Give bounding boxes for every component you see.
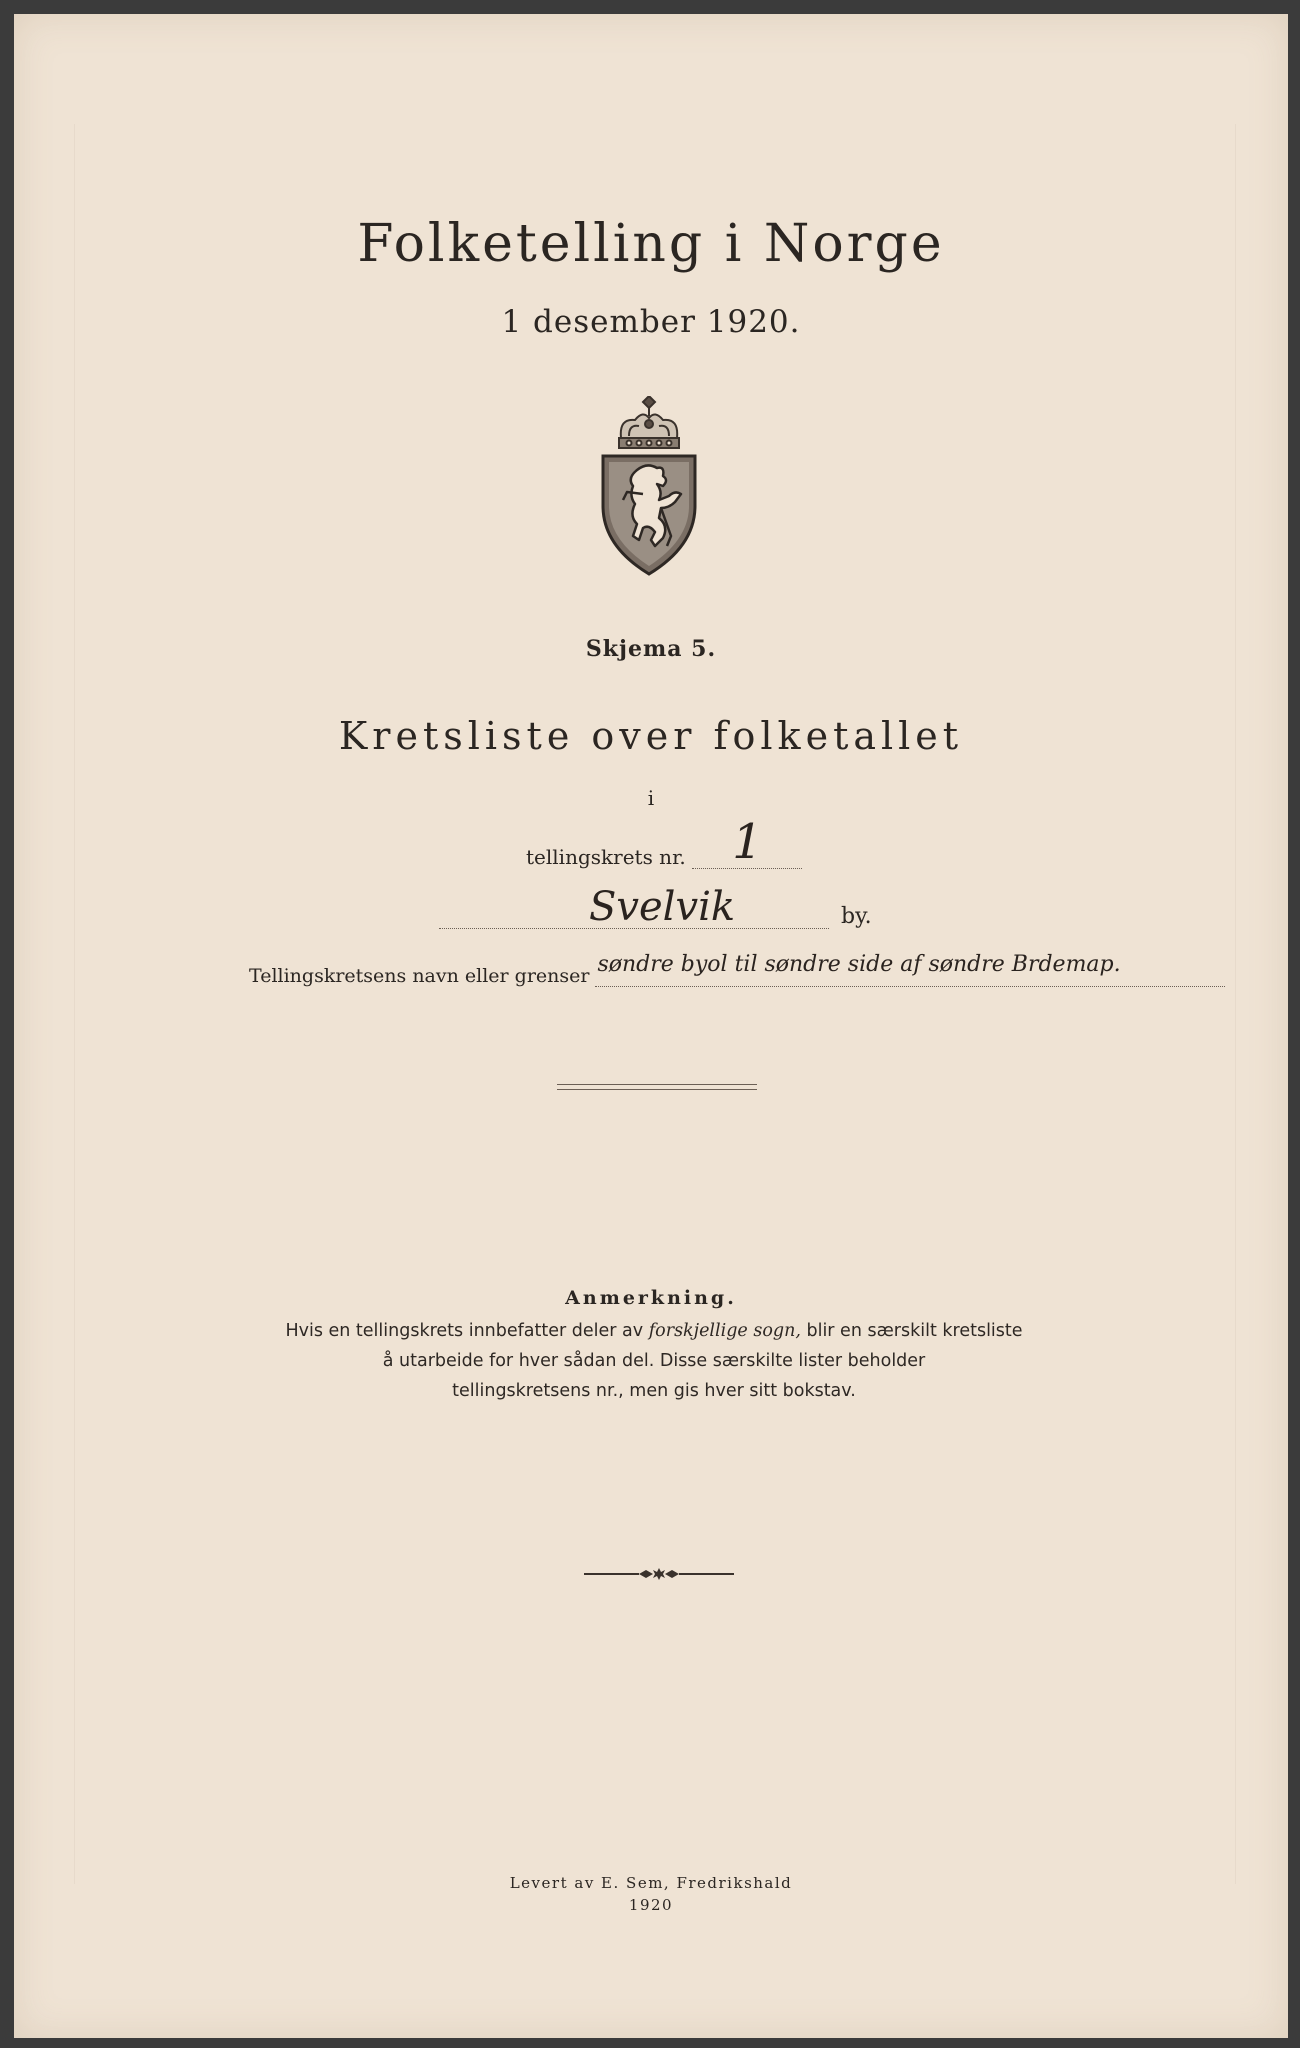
town-row (439, 882, 872, 929)
ornament-divider (584, 1566, 734, 1582)
town-field (439, 882, 829, 929)
district-bounds-row (249, 952, 1225, 987)
printer-credit: Levert av E. Sem, Fredrikshald (509, 1874, 793, 1892)
note-text (244, 1316, 1064, 1406)
town-value: Svelvik (589, 884, 736, 930)
document-page (14, 14, 1288, 2038)
show-through-background (74, 124, 1236, 1884)
district-number-field (692, 814, 802, 870)
note-line-2: å utarbeide for hver sådan del. Disse særskilte lister beholder (382, 1351, 926, 1371)
connector-text: i (647, 786, 655, 810)
district-number-value: 1 (732, 814, 763, 870)
document-title: Folketelling i Norge (357, 214, 945, 274)
form-heading: Kretsliste over folketallet (338, 714, 964, 758)
district-bounds-label: Tellingskretsens navn eller grenser (249, 965, 590, 987)
census-date: 1 desember 1920. (501, 304, 801, 340)
schema-number: Skjema 5. (585, 636, 717, 662)
district-number-label: tellingskrets nr. (526, 845, 686, 869)
note-heading: Anmerkning. (565, 1287, 737, 1309)
note-line-3: tellingskretsens nr., men gis hver sitt bokstav. (452, 1381, 856, 1401)
district-number-row (526, 814, 802, 870)
district-bounds-value: søndre byol til søndre side af søndre Brdemap. (597, 952, 1121, 977)
norwegian-coat-of-arms-icon (599, 396, 699, 576)
note-line-1: Hvis en tellingskrets innbefatter deler av forskjellige sogn, blir en særskilt kretsliste (285, 1321, 1023, 1341)
divider (557, 1084, 757, 1090)
district-bounds-field (595, 952, 1225, 987)
town-suffix: by. (841, 904, 872, 929)
printer-year: 1920 (628, 1896, 674, 1914)
